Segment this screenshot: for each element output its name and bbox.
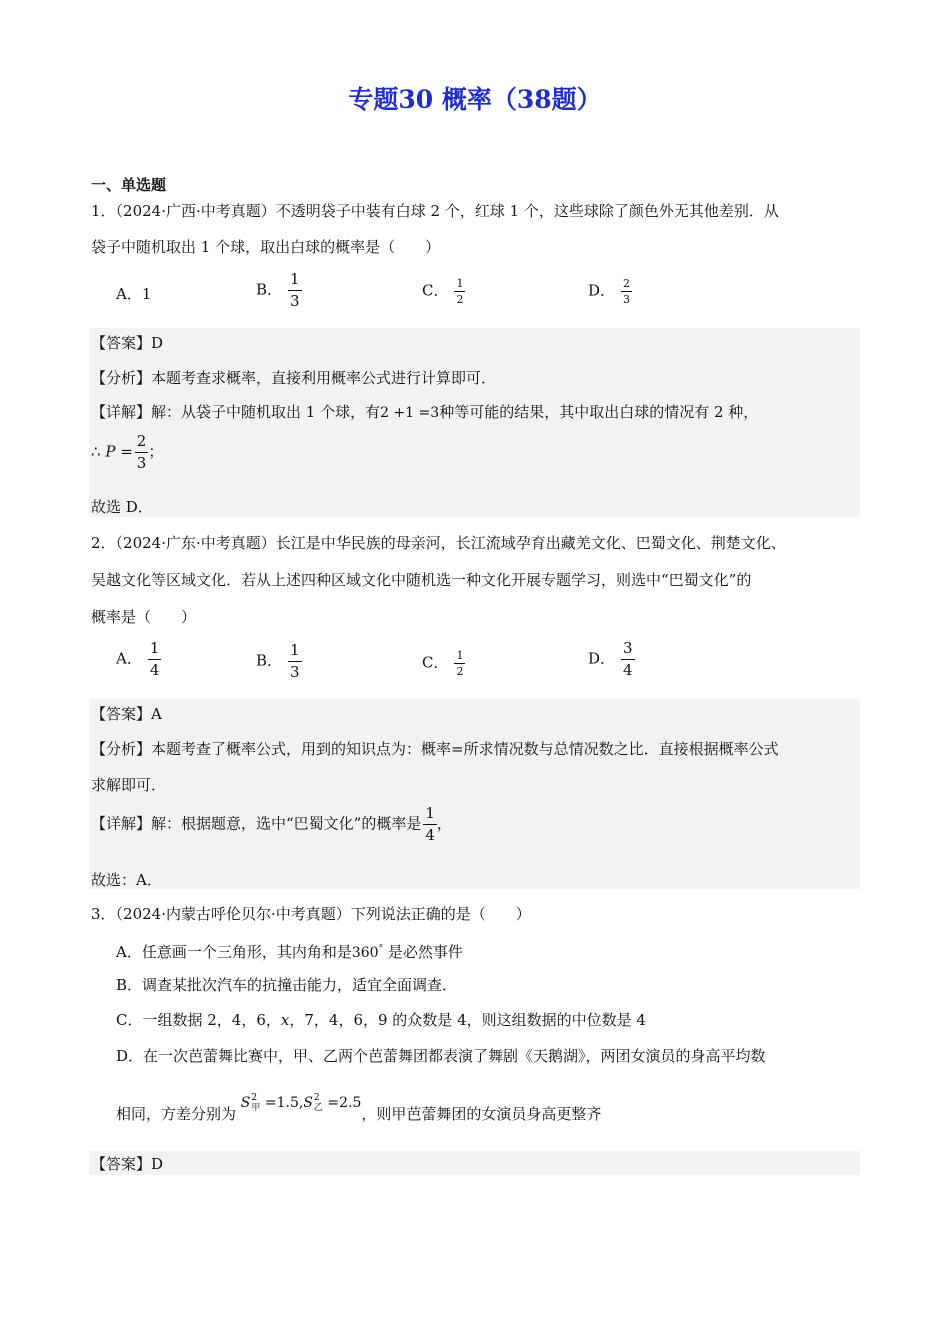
- option-label: C．: [422, 653, 449, 672]
- option-label: A．: [116, 285, 142, 303]
- option-value: 1: [141, 285, 152, 303]
- variance-value: =1.5,: [260, 1095, 304, 1111]
- fraction: [148, 641, 162, 678]
- detail-text: 【详解】解：从袋子中随机取出 1 个球，有: [91, 403, 381, 421]
- numerator: 2: [135, 434, 149, 453]
- equals-sign: =: [115, 442, 133, 461]
- comma: ，: [436, 814, 452, 833]
- denominator: 2: [456, 665, 464, 678]
- q3-answer: 【答案】D: [91, 1155, 164, 1173]
- q1-analysis: 【分析】本题考查求概率，直接利用概率公式进行计算即可．: [91, 369, 497, 387]
- option-label: B．: [256, 651, 283, 670]
- q2-detail: [91, 806, 452, 843]
- fraction: [454, 278, 465, 305]
- probability-variable: P: [105, 442, 116, 461]
- semicolon: ；: [148, 442, 164, 461]
- denominator: 4: [425, 826, 435, 844]
- option-text: 相同，方差分别为: [116, 1105, 237, 1123]
- detail-math: 2 +1 =3: [380, 405, 440, 421]
- numerator: 2: [623, 277, 631, 290]
- q3-option-b: B．调查某批次汽车的抗撞击能力，适宜全面调查．: [116, 976, 458, 994]
- numerator: 1: [288, 643, 302, 662]
- denominator: 4: [149, 661, 160, 679]
- q3-option-a: [116, 938, 463, 964]
- q2-option-c: [422, 650, 465, 677]
- option-text: A．任意画一个三角形，其内角和是: [116, 943, 352, 961]
- q2-analysis-line1: 【分析】本题考查了概率公式，用到的知识点为：概率=所求情况数与总情况数之比．直接根据概率公式: [91, 740, 779, 758]
- q2-solution-box: [89, 699, 860, 889]
- q1-detail: [91, 401, 758, 424]
- q3-option-d-line2: [116, 1093, 602, 1126]
- q2-stem-line2: 吴越文化等区域文化．若从上述四种区域文化中随机选一种文化开展专题学习，则选中“巴蜀文化”的: [91, 571, 752, 589]
- q3-option-c: [116, 1009, 646, 1031]
- q3-stem: 3．（2024·内蒙古呼伦贝尔·中考真题）下列说法正确的是（ ）: [91, 905, 531, 923]
- q1-stem-line1: 1．（2024·广西·中考真题）不透明袋子中装有白球 2 个，红球 1 个，这些球除了颜色外无其他差别．从: [91, 202, 779, 220]
- fraction: [423, 806, 437, 843]
- option-label: A．: [116, 649, 142, 668]
- q1-option-d: [588, 278, 632, 305]
- fraction: [621, 641, 635, 678]
- option-label: D．: [588, 649, 616, 668]
- q2-option-a: [116, 641, 161, 678]
- option-text: C．一组数据 2，4，6，: [116, 1011, 281, 1029]
- q1-conclusion: 故选 D．: [91, 498, 153, 516]
- option-label: C．: [422, 281, 449, 300]
- fraction: [288, 272, 302, 309]
- q1-option-b: [256, 272, 302, 309]
- detail-text: 种等可能的结果，其中取出白球的情况有 2 种，: [439, 403, 759, 421]
- q2-option-b: [256, 643, 302, 680]
- numerator: 1: [423, 806, 437, 825]
- superscript: 2: [313, 1093, 320, 1103]
- fraction: [288, 643, 302, 680]
- numerator: 3: [621, 641, 635, 660]
- q1-option-c: [422, 278, 465, 305]
- q2-option-d: [588, 641, 635, 678]
- variance-symbol: S: [240, 1095, 251, 1111]
- q1-answer: 【答案】D: [91, 334, 164, 352]
- denominator: 4: [623, 661, 633, 679]
- option-text: 是必然事件: [383, 943, 463, 961]
- math-value: 360: [351, 945, 379, 961]
- option-label: D．: [588, 281, 616, 300]
- numerator: 1: [288, 272, 302, 291]
- variance-value: =2.5: [322, 1095, 362, 1111]
- q3-solution-box: [89, 1151, 860, 1175]
- fraction: [454, 650, 465, 677]
- option-text: ，7，4，6，9 的众数是 4，则这组数据的中位数是 4: [289, 1011, 646, 1029]
- variance-symbol: S: [303, 1095, 313, 1111]
- page-title: 专题30 概率（38题）: [348, 85, 602, 114]
- fraction: [135, 434, 149, 471]
- fraction: [621, 278, 632, 305]
- option-label: B．: [256, 280, 283, 299]
- denominator: 3: [290, 292, 300, 310]
- variance-expression: [241, 1092, 362, 1114]
- subscript: 乙: [313, 1103, 323, 1113]
- detail-text: 【详解】解：根据题意，选中“巴蜀文化”的概率是: [91, 814, 422, 833]
- q2-answer: 【答案】A: [91, 705, 162, 723]
- numerator: 1: [148, 641, 162, 660]
- q1-stem-line2: 袋子中随机取出 1 个球，取出白球的概率是（ ）: [91, 238, 441, 256]
- q1-option-a: [116, 283, 151, 305]
- q2-analysis-line2: 求解即可．: [91, 776, 167, 794]
- degree-symbol: °: [378, 944, 384, 954]
- q2-stem-line3: 概率是（ ）: [91, 608, 197, 626]
- therefore-symbol: ∴: [91, 442, 101, 461]
- q3-option-d-line1: D．在一次芭蕾舞比赛中，甲、乙两个芭蕾舞团都表演了舞剧《天鹅湖》，两团女演员的身高平均数: [116, 1047, 766, 1065]
- q1-therefore: [91, 434, 163, 471]
- section-heading: 一、单选题: [91, 176, 167, 194]
- numerator: 1: [456, 277, 464, 290]
- q2-stem-line1: 2．（2024·广东·中考真题）长江是中华民族的母亲河，长江流域孕育出藏羌文化、巴蜀文化、荆楚文化、: [91, 534, 786, 552]
- q2-conclusion: 故选：A．: [91, 871, 162, 889]
- denominator: 3: [623, 293, 631, 306]
- option-text: ，则甲芭蕾舞团的女演员身高更整齐: [361, 1105, 602, 1123]
- subscript: 甲: [251, 1103, 261, 1113]
- script-pair: [314, 1093, 323, 1113]
- math-variable: x: [280, 1011, 290, 1029]
- numerator: 1: [456, 649, 464, 662]
- superscript: 2: [251, 1093, 258, 1103]
- denominator: 3: [136, 454, 147, 472]
- denominator: 2: [456, 293, 464, 306]
- denominator: 3: [290, 663, 300, 681]
